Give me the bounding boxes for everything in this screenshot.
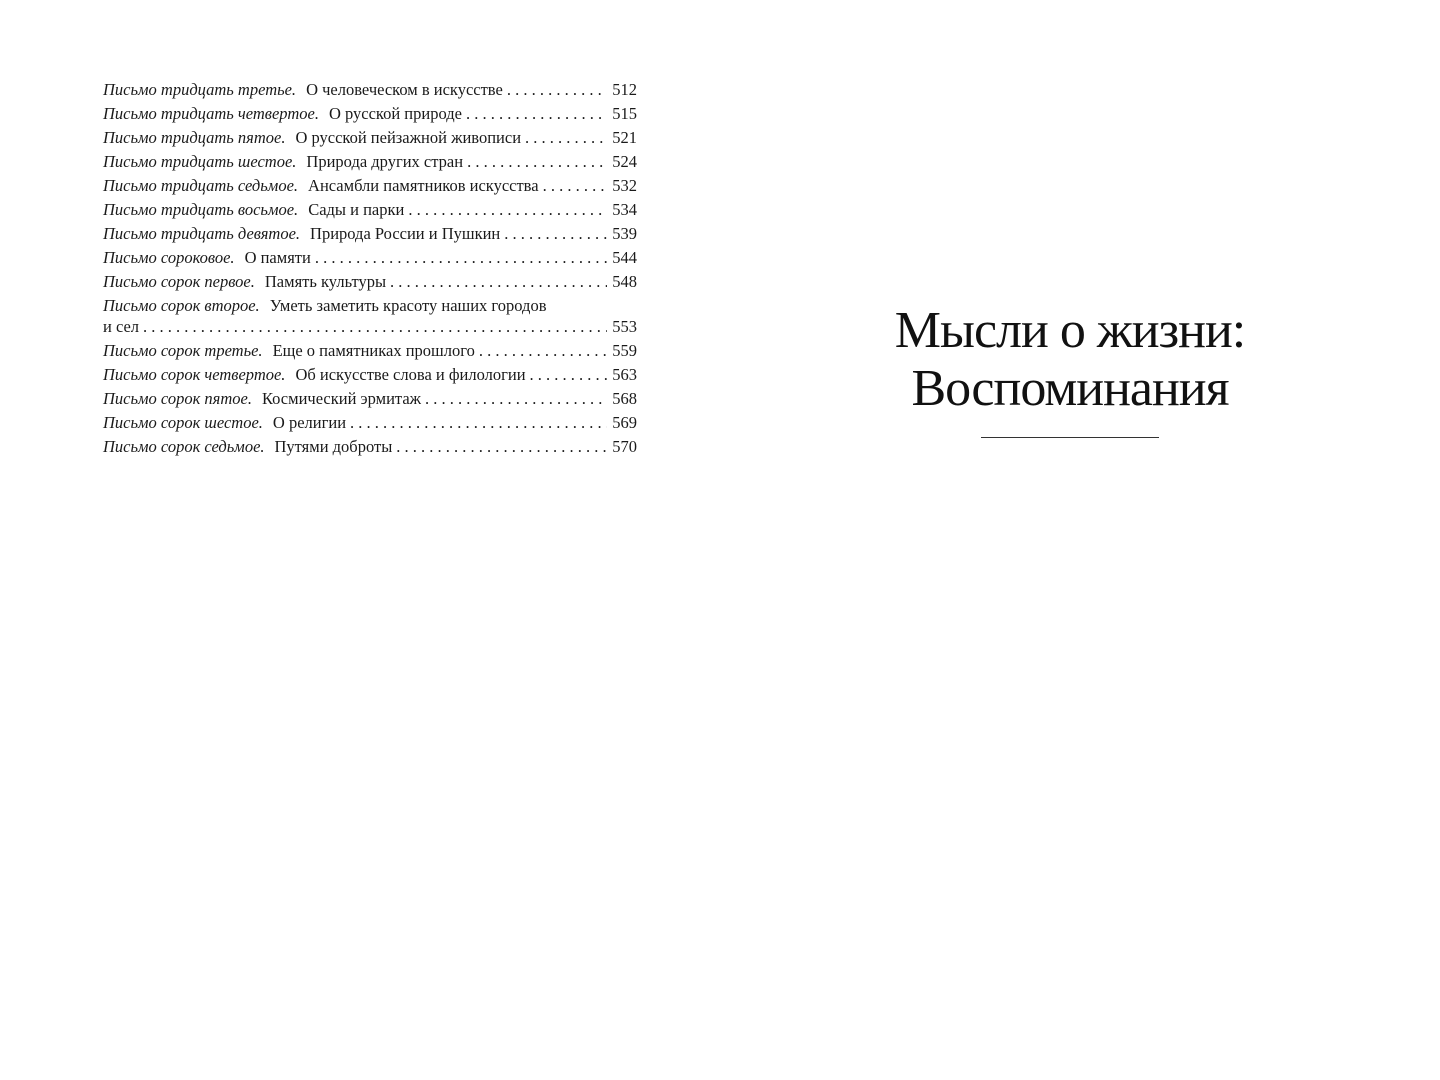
toc-leader-dots xyxy=(525,126,607,150)
toc-letter: Письмо сорок шестое. xyxy=(103,413,263,432)
toc-letter: Письмо сорок седьмое. xyxy=(103,437,265,456)
toc-page-number: 559 xyxy=(612,341,637,360)
toc-page-number: 544 xyxy=(612,248,637,267)
toc-page-number: 553 xyxy=(612,317,637,336)
toc-title: Путями доброты xyxy=(274,437,393,456)
right-page xyxy=(720,0,1440,1080)
toc-letter: Письмо тридцать шестое. xyxy=(103,152,297,171)
toc-title: Еще о памятниках прошлого xyxy=(272,341,475,360)
toc-entry xyxy=(103,150,637,174)
toc-page-number: 570 xyxy=(612,437,637,456)
toc-entry xyxy=(103,435,637,459)
toc-leader-dots xyxy=(466,102,607,126)
toc-entry xyxy=(103,126,637,150)
toc-entry xyxy=(103,198,637,222)
toc-title: О русской природе xyxy=(328,104,462,123)
toc-title: О человеческом в искусстве xyxy=(306,80,503,99)
toc-letter: Письмо сорок первое. xyxy=(103,272,255,291)
toc-entry xyxy=(103,246,637,270)
toc-leader-dots xyxy=(425,387,607,411)
toc-entry xyxy=(103,102,637,126)
toc-leader-dots xyxy=(350,411,607,435)
toc-leader-dots xyxy=(143,315,607,339)
toc-letter: Письмо сорок второе. xyxy=(103,296,260,315)
toc-title: Ансамбли памятников искусства xyxy=(308,176,539,195)
section-title xyxy=(720,302,1420,418)
toc-page-number: 515 xyxy=(612,104,637,123)
toc-leader-dots xyxy=(543,174,607,198)
toc-letter: Письмо тридцать пятое. xyxy=(103,128,286,147)
section-title-line-2: Воспоминания xyxy=(911,360,1229,417)
toc-page-number: 569 xyxy=(612,413,637,432)
toc-letter: Письмо сорок четвертое. xyxy=(103,365,286,384)
toc-leader-dots xyxy=(467,150,607,174)
toc-page-number: 532 xyxy=(612,176,637,195)
toc-page-number: 534 xyxy=(612,200,637,219)
toc-page-number: 512 xyxy=(612,80,637,99)
toc-title: О памяти xyxy=(244,248,311,267)
toc-entry xyxy=(103,387,637,411)
toc-page-number: 568 xyxy=(612,389,637,408)
toc-leader-dots xyxy=(530,363,607,387)
toc-title: Об искусстве слова и филологии xyxy=(295,365,526,384)
toc-page-number: 521 xyxy=(612,128,637,147)
toc-page-number: 548 xyxy=(612,272,637,291)
toc-leader-dots xyxy=(396,435,607,459)
toc-leader-dots xyxy=(507,78,607,102)
toc-entry xyxy=(103,411,637,435)
toc-leader-dots xyxy=(408,198,607,222)
toc-title: Сады и парки xyxy=(308,200,405,219)
toc-letter: Письмо тридцать седьмое. xyxy=(103,176,299,195)
toc-entry xyxy=(103,363,637,387)
title-underline-rule xyxy=(981,437,1159,438)
toc-entry xyxy=(103,339,637,363)
toc-title: Уметь заметить красоту наших городов xyxy=(269,296,547,315)
toc-page-number: 563 xyxy=(612,365,637,384)
toc-title: О русской пейзажной живописи xyxy=(295,128,522,147)
section-title-line-1: Мысли о жизни: xyxy=(894,302,1246,359)
toc-leader-dots xyxy=(390,270,607,294)
toc-leader-dots xyxy=(479,339,607,363)
toc-letter: Письмо тридцать четвертое. xyxy=(103,104,319,123)
toc-entry xyxy=(103,294,637,339)
toc-letter: Письмо тридцать девятое. xyxy=(103,224,301,243)
toc-letter: Письмо сорок третье. xyxy=(103,341,263,360)
toc-letter: Письмо тридцать восьмое. xyxy=(103,200,299,219)
toc-entry xyxy=(103,222,637,246)
toc-entry xyxy=(103,174,637,198)
toc-page-number: 539 xyxy=(612,224,637,243)
toc-page-number: 524 xyxy=(612,152,637,171)
toc-title: Память культуры xyxy=(264,272,387,291)
toc-title: Природа других стран xyxy=(306,152,464,171)
toc-leader-dots xyxy=(315,246,607,270)
toc-title: О религии xyxy=(272,413,347,432)
toc-title-continued: и сел xyxy=(103,317,140,336)
table-of-contents xyxy=(103,78,637,459)
toc-letter: Письмо сорок пятое. xyxy=(103,389,252,408)
toc-entry xyxy=(103,78,637,102)
toc-letter: Письмо сороковое. xyxy=(103,248,235,267)
toc-letter: Письмо тридцать третье. xyxy=(103,80,297,99)
toc-title: Космический эрмитаж xyxy=(261,389,422,408)
toc-entry xyxy=(103,270,637,294)
toc-title: Природа России и Пушкин xyxy=(310,224,501,243)
toc-leader-dots xyxy=(504,222,607,246)
